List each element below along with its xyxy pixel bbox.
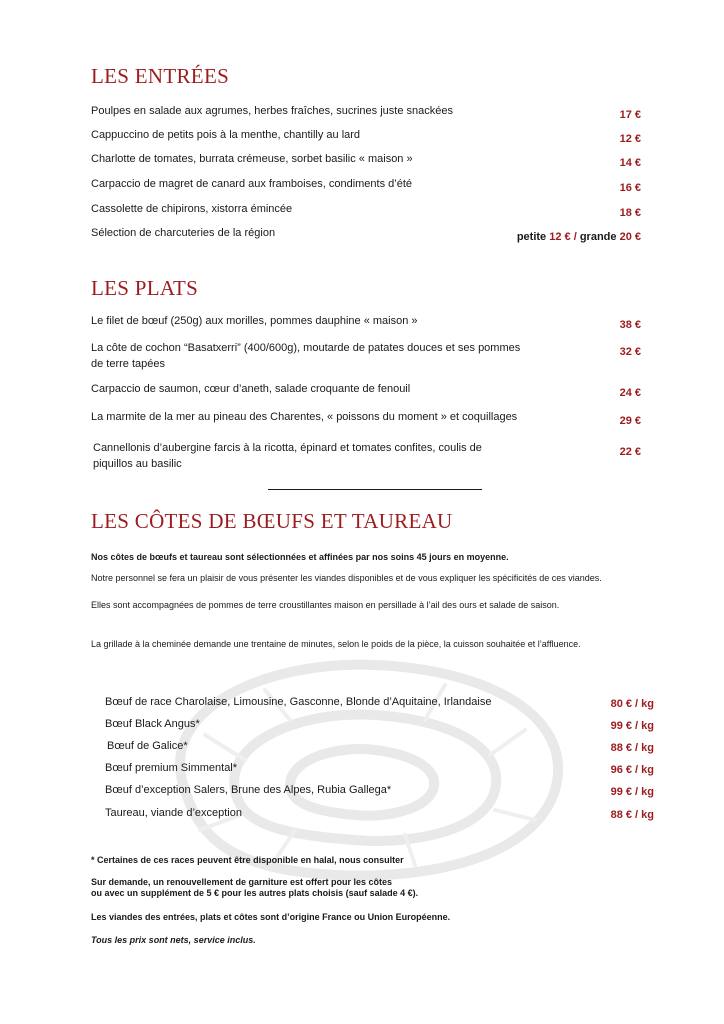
- halal-note: * Certaines de ces races peuvent être disponible en halal, nous consulter: [91, 855, 404, 865]
- cotes-intro-bold: Nos côtes de bœufs et taureau sont sélectionnées et affinées par nos soins 45 jours en moyenne.: [91, 552, 509, 562]
- menu-item: [93, 440, 641, 472]
- item-price-petite-grande: [517, 229, 641, 245]
- item-price: 24 €: [619, 387, 641, 399]
- item-price: 14 €: [619, 157, 641, 169]
- item-price: 17 €: [619, 109, 641, 121]
- beef-name: Bœuf de Galice*: [107, 740, 188, 752]
- origine-note: Les viandes des entrées, plats et côtes sont d’origine France ou Union Européenne.: [91, 912, 451, 922]
- item-name: Cassolette de chipirons, xistorra émincée: [91, 203, 293, 215]
- item-name: Le filet de bœuf (250g) aux morilles, pommes dauphine « maison »: [91, 315, 418, 327]
- beef-price: 80 € / kg: [610, 698, 654, 710]
- item-name: Cannellonis d’aubergine farcis à la ricotta, épinard et tomates confites, coulis de piquillos au basilic: [93, 442, 482, 470]
- menu-item: [91, 313, 641, 329]
- item-name: Poulpes en salade aux agrumes, herbes fraîches, sucrines juste snackées: [91, 105, 453, 117]
- petite-price: 12 € /: [549, 231, 577, 243]
- section-title-plats: LES PLATS: [91, 276, 199, 300]
- cotes-intro-2: Elles sont accompagnées de pommes de terre croustillantes maison en persillade à l’ail des ours et salade de saison.: [91, 600, 560, 610]
- garniture-note-1: Sur demande, un renouvellement de garniture est offert pour les côtes: [91, 877, 393, 887]
- menu-item: [91, 409, 641, 425]
- menu-item: [91, 176, 641, 192]
- beef-price: 96 € / kg: [610, 764, 654, 776]
- beef-name: Bœuf de race Charolaise, Limousine, Gasconne, Blonde d’Aquitaine, Irlandaise: [105, 696, 492, 708]
- beef-item: [105, 782, 654, 798]
- menu-item: [91, 103, 641, 119]
- beef-name: Bœuf Black Angus*: [105, 718, 200, 730]
- beef-item: [105, 716, 654, 732]
- item-price: 38 €: [619, 319, 641, 331]
- item-price: 32 €: [619, 346, 641, 358]
- beef-name: Taureau, viande d’exception: [105, 807, 242, 819]
- garniture-note-2: ou avec un supplément de 5 € pour les autres plats choisis (sauf salade 4 €).: [91, 888, 419, 898]
- beef-price: 88 € / kg: [610, 742, 654, 754]
- item-name: Carpaccio de magret de canard aux framboises, condiments d’été: [91, 178, 413, 190]
- grande-price: 20 €: [619, 231, 641, 243]
- item-name: Sélection de charcuteries de la région: [91, 227, 276, 239]
- petite-label: petite: [516, 231, 547, 243]
- item-price: 18 €: [619, 207, 641, 219]
- prix-note: Tous les prix sont nets, service inclus.: [91, 935, 256, 945]
- beef-item: [105, 694, 654, 710]
- item-price: 12 €: [619, 133, 641, 145]
- menu-item: [91, 225, 641, 241]
- beef-item: [105, 805, 654, 821]
- beef-name: Bœuf d’exception Salers, Brune des Alpes, Rubia Gallega*: [105, 784, 392, 796]
- cotes-intro-1: Notre personnel se fera un plaisir de vous présenter les viandes disponibles et de vous expliquer les spécificités de ces viandes.: [91, 573, 602, 583]
- item-price: 22 €: [619, 446, 641, 458]
- beef-name: Bœuf premium Simmental*: [105, 762, 238, 774]
- beef-item: [107, 738, 654, 754]
- item-name: Cappuccino de petits pois à la menthe, chantilly au lard: [91, 129, 361, 141]
- section-divider: [268, 489, 482, 490]
- item-name: La marmite de la mer au pineau des Charentes, « poissons du moment » et coquillages: [91, 411, 518, 423]
- beef-price: 99 € / kg: [610, 786, 654, 798]
- item-name: Charlotte de tomates, burrata crémeuse, sorbet basilic « maison »: [91, 153, 413, 165]
- item-price: 29 €: [619, 415, 641, 427]
- beef-price: 88 € / kg: [610, 809, 654, 821]
- item-name: Carpaccio de saumon, cœur d’aneth, salade croquante de fenouil: [91, 383, 411, 395]
- beef-item: [105, 760, 654, 776]
- item-price: 16 €: [619, 182, 641, 194]
- section-title-cotes: LES CÔTES DE BŒUFS ET TAUREAU: [91, 509, 453, 533]
- item-name: La côte de cochon “Basatxerri” (400/600g), moutarde de patates douces et ses pommes de terre tapées: [91, 342, 521, 370]
- cotes-intro-3: La grillade à la cheminée demande une trentaine de minutes, selon le poids de la pièce, la cuisson souhaitée et l’affluence.: [91, 639, 581, 649]
- menu-item: [91, 151, 641, 167]
- grande-label: grande: [579, 231, 617, 243]
- menu-item: [91, 340, 641, 372]
- section-title-entrees: LES ENTRÉES: [91, 64, 230, 88]
- beef-price: 99 € / kg: [610, 720, 654, 732]
- menu-item: [91, 381, 641, 397]
- menu-item: [91, 127, 641, 143]
- menu-item: [91, 201, 641, 217]
